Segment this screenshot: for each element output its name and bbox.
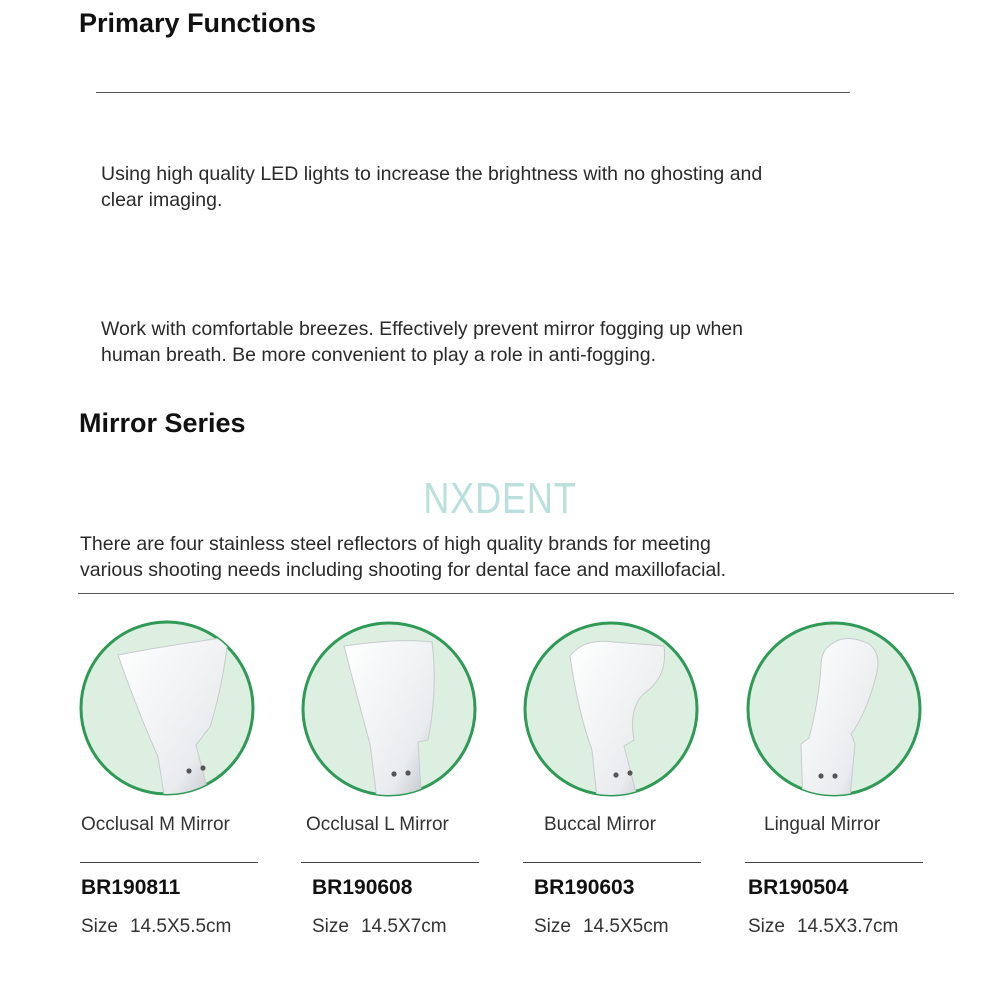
mirror-series-line-2: various shooting needs including shooting for dental face and maxillofacial. bbox=[80, 559, 727, 581]
occlusal-l-mirror-image bbox=[300, 620, 478, 798]
code-divider-1 bbox=[80, 862, 258, 863]
mirror-series-heading: Mirror Series bbox=[79, 408, 246, 438]
mirror-series-line-1: There are four stainless steel reflectors of high quality brands for meeting bbox=[80, 533, 711, 555]
mirror-name-buccal: Buccal Mirror bbox=[544, 814, 656, 835]
mirror-series-description bbox=[80, 531, 726, 583]
mirror-name-occlusal-l: Occlusal L Mirror bbox=[306, 814, 449, 835]
led-feature-line-1: Using high quality LED lights to increase the brightness with no ghosting and bbox=[101, 163, 763, 185]
size-value: 14.5X7cm bbox=[360, 916, 447, 937]
size-occlusal-m bbox=[81, 916, 231, 938]
product-code-occlusal-l: BR190608 bbox=[312, 876, 413, 899]
mirror-name-occlusal-m: Occlusal M Mirror bbox=[81, 814, 230, 835]
led-feature-line-2: clear imaging. bbox=[101, 189, 223, 211]
anti-fog-feature-text bbox=[101, 316, 743, 368]
anti-fog-feature-line-1: Work with comfortable breezes. Effectively prevent mirror fogging up when bbox=[101, 318, 743, 340]
led-feature-text bbox=[101, 161, 762, 213]
occlusal-m-mirror-image bbox=[78, 619, 256, 797]
divider-line bbox=[96, 92, 850, 93]
size-value: 14.5X3.7cm bbox=[796, 916, 899, 937]
product-code-buccal: BR190603 bbox=[534, 876, 635, 899]
primary-functions-heading: Primary Functions bbox=[79, 8, 317, 38]
size-label: Size bbox=[312, 916, 349, 937]
mirror-name-lingual: Lingual Mirror bbox=[764, 814, 881, 835]
product-code-occlusal-m: BR190811 bbox=[81, 876, 181, 899]
size-label: Size bbox=[748, 916, 785, 937]
product-code-lingual: BR190504 bbox=[748, 876, 849, 899]
lingual-mirror-image bbox=[745, 620, 923, 798]
series-divider-line bbox=[78, 593, 954, 594]
anti-fog-feature-line-2: human breath. Be more convenient to play a role in anti-fogging. bbox=[101, 344, 657, 366]
code-divider-3 bbox=[523, 862, 701, 863]
size-value: 14.5X5.5cm bbox=[129, 916, 232, 937]
size-label: Size bbox=[534, 916, 571, 937]
size-value: 14.5X5cm bbox=[582, 916, 669, 937]
code-divider-4 bbox=[745, 862, 923, 863]
buccal-mirror-image bbox=[522, 620, 700, 798]
size-buccal bbox=[534, 916, 669, 938]
brand-watermark: NXDENT bbox=[423, 474, 577, 523]
code-divider-2 bbox=[301, 862, 479, 863]
size-lingual bbox=[748, 916, 898, 938]
size-occlusal-l bbox=[312, 916, 447, 938]
size-label: Size bbox=[81, 916, 118, 937]
